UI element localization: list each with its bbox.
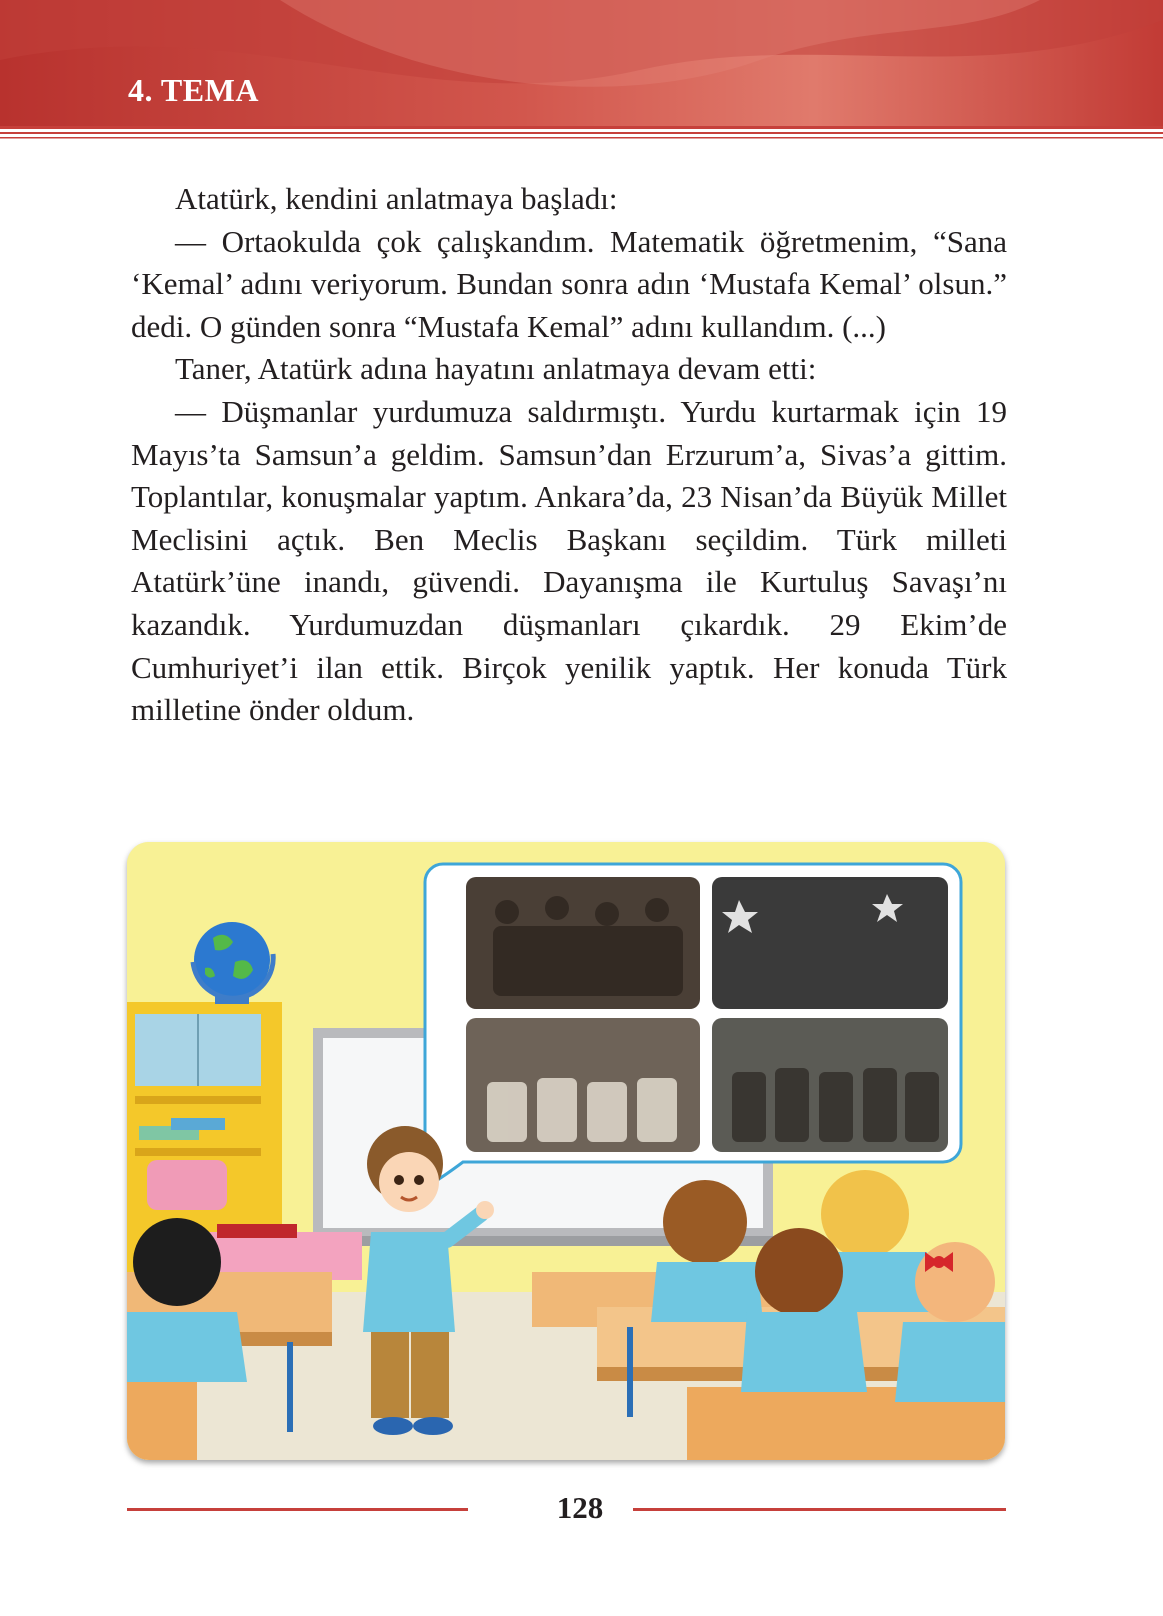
paragraph-1: Atatürk, kendini anlatmaya başladı: [175, 181, 618, 216]
theme-title: 4. TEMA [128, 72, 259, 108]
pink-chair-back [147, 1160, 227, 1210]
paragraph-3: Taner, Atatürk adına hayatını anlatmaya devam etti: [175, 351, 817, 387]
page-number: 128 [556, 1490, 604, 1525]
header-banner [0, 0, 1163, 150]
classroom-illustration [127, 842, 1005, 1460]
paragraph-2: — Ortaokulda çok çalışkandım. Matematik öğretmenim, “Sana ‘Kemal’ adını veriyorum. Bundan sonra adın ‘Mustafa Kemal’ olsun.” dedi. O günden sonra “Mustafa Kemal” adını kullandım. (...) [131, 223, 1007, 344]
story-text [131, 178, 1007, 732]
speech-bubble [405, 864, 961, 1196]
classroom-scene [127, 842, 1005, 1460]
footer-rule-left [127, 1508, 468, 1511]
paragraph-4: — Düşmanlar yurdumuza saldırmıştı. Yurdu kurtarmak için 19 Mayıs’ta Samsun’a geldim. Samsun’dan Erzurum’a, Sivas’a gittim. Toplantılar, konuşmalar yaptım. Ankara’da, 23 Nisan’da Büyük Millet Meclisini açtık. Ben Meclis Başkanı seçildim. Türk milleti Atatürk’üne inandı, güvendi. Dayanışma ile Kurtuluş Savaşı’nı kazandık. Yurdumuzdan düşmanları çıkardık. 29 Ekim’de Cumhuriyet’i ilan ettik. Birçok yenilik yaptık. Her konuda Türk milletine önder oldum. [131, 393, 1007, 728]
footer-rule-right [633, 1508, 1006, 1511]
historic-photo-2 [712, 877, 948, 1009]
